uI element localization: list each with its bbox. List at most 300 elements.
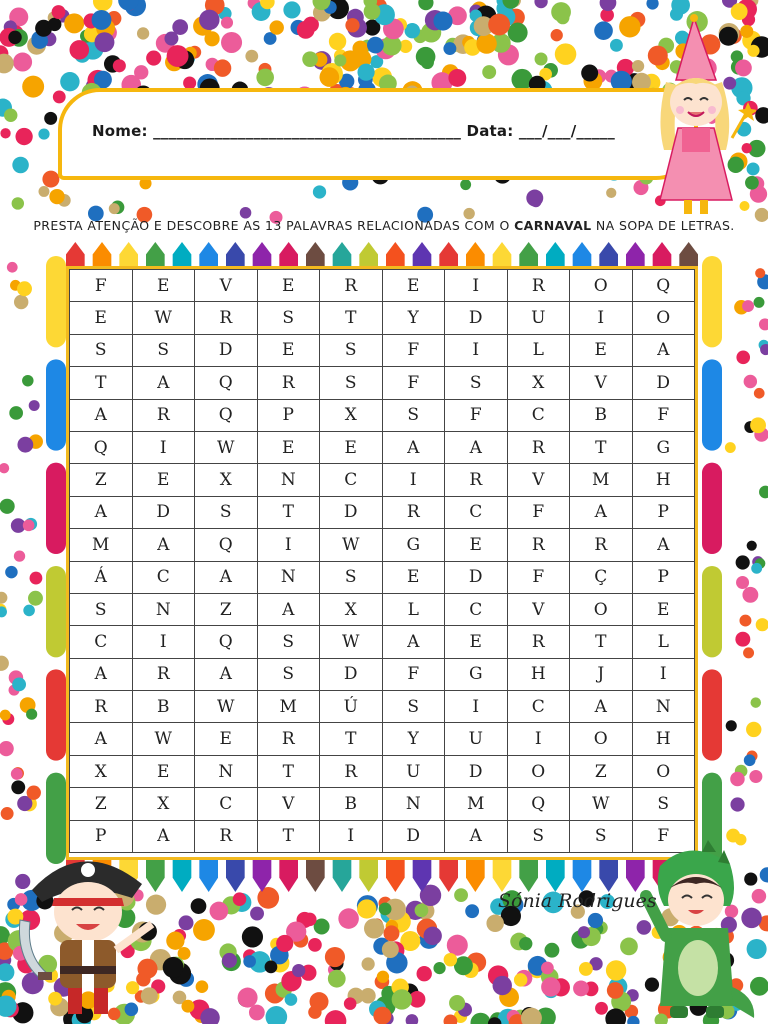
grid-cell[interactable]: R bbox=[195, 820, 258, 852]
grid-cell[interactable]: M bbox=[445, 788, 508, 820]
grid-cell[interactable]: A bbox=[570, 691, 633, 723]
grid-cell[interactable]: A bbox=[132, 367, 195, 399]
grid-cell[interactable]: S bbox=[70, 334, 133, 366]
grid-row bbox=[70, 270, 695, 302]
confetti-dot bbox=[759, 318, 768, 330]
grid-cell[interactable]: D bbox=[195, 334, 258, 366]
grid-cell[interactable]: A bbox=[70, 723, 133, 755]
grid-cell[interactable]: O bbox=[570, 270, 633, 302]
grid-cell[interactable]: Q bbox=[507, 788, 570, 820]
confetti-dot bbox=[256, 69, 274, 87]
grid-cell[interactable]: A bbox=[632, 334, 695, 366]
confetti-dot bbox=[1, 807, 14, 820]
grid-cell[interactable]: O bbox=[507, 755, 570, 787]
grid-cell[interactable]: R bbox=[320, 755, 383, 787]
grid-cell[interactable]: G bbox=[632, 431, 695, 463]
grid-cell[interactable]: A bbox=[570, 496, 633, 528]
grid-cell[interactable]: I bbox=[445, 270, 508, 302]
grid-row bbox=[70, 691, 695, 723]
grid-cell[interactable]: W bbox=[320, 529, 383, 561]
grid-cell[interactable]: A bbox=[132, 529, 195, 561]
grid-cell[interactable]: I bbox=[382, 464, 445, 496]
grid-cell[interactable]: I bbox=[132, 431, 195, 463]
crayon bbox=[386, 858, 405, 892]
grid-cell[interactable]: Z bbox=[570, 755, 633, 787]
grid-cell[interactable]: P bbox=[70, 820, 133, 852]
grid-cell[interactable]: T bbox=[257, 496, 320, 528]
grid-cell[interactable]: M bbox=[257, 691, 320, 723]
grid-cell[interactable]: L bbox=[632, 626, 695, 658]
confetti-dot bbox=[449, 995, 465, 1011]
confetti-dot bbox=[12, 197, 24, 209]
grid-cell[interactable]: O bbox=[632, 302, 695, 334]
grid-cell[interactable]: A bbox=[382, 431, 445, 463]
grid-cell[interactable]: A bbox=[70, 399, 133, 431]
grid-cell[interactable]: O bbox=[570, 723, 633, 755]
header-name-box bbox=[58, 88, 698, 180]
confetti-dot bbox=[166, 932, 184, 950]
princess-illustration bbox=[636, 10, 756, 220]
grid-cell[interactable]: B bbox=[132, 691, 195, 723]
grid-cell[interactable]: D bbox=[632, 367, 695, 399]
confetti-dot bbox=[595, 1002, 608, 1015]
grid-cell[interactable]: E bbox=[257, 270, 320, 302]
grid-cell[interactable]: I bbox=[320, 820, 383, 852]
grid-cell[interactable]: V bbox=[570, 367, 633, 399]
grid-cell[interactable]: S bbox=[570, 820, 633, 852]
grid-cell[interactable]: S bbox=[632, 788, 695, 820]
grid-cell[interactable]: Q bbox=[195, 529, 258, 561]
confetti-dot bbox=[0, 592, 7, 604]
confetti-dot bbox=[735, 632, 750, 647]
grid-cell[interactable]: S bbox=[257, 302, 320, 334]
grid-cell[interactable]: X bbox=[132, 788, 195, 820]
grid-cell[interactable]: S bbox=[257, 626, 320, 658]
grid-cell[interactable]: Q bbox=[195, 626, 258, 658]
confetti-dot bbox=[486, 915, 503, 932]
grid-cell[interactable]: T bbox=[257, 755, 320, 787]
grid-cell[interactable]: N bbox=[195, 755, 258, 787]
grid-cell[interactable]: A bbox=[632, 529, 695, 561]
confetti-dot bbox=[433, 12, 452, 31]
confetti-dot bbox=[5, 566, 17, 578]
confetti-dot bbox=[744, 754, 756, 766]
grid-cell[interactable]: W bbox=[320, 626, 383, 658]
grid-cell[interactable]: T bbox=[570, 431, 633, 463]
instruction-highlight: CARNAVAL bbox=[514, 218, 592, 233]
grid-cell[interactable]: G bbox=[382, 529, 445, 561]
grid-cell[interactable]: A bbox=[445, 820, 508, 852]
crayon bbox=[253, 858, 272, 892]
grid-cell[interactable]: S bbox=[445, 367, 508, 399]
confetti-dot bbox=[754, 297, 765, 308]
grid-cell[interactable]: M bbox=[70, 529, 133, 561]
grid-cell[interactable]: E bbox=[570, 334, 633, 366]
confetti-dot bbox=[13, 52, 32, 71]
confetti-dot bbox=[60, 72, 79, 91]
grid-cell[interactable]: Y bbox=[382, 723, 445, 755]
grid-cell[interactable]: T bbox=[570, 626, 633, 658]
confetti-dot bbox=[30, 572, 43, 585]
grid-cell[interactable]: U bbox=[445, 723, 508, 755]
confetti-dot bbox=[607, 982, 624, 999]
grid-cell[interactable]: R bbox=[507, 270, 570, 302]
confetti-dot bbox=[725, 442, 736, 453]
grid-cell[interactable]: F bbox=[445, 399, 508, 431]
grid-cell[interactable]: R bbox=[507, 431, 570, 463]
grid-cell[interactable]: E bbox=[132, 464, 195, 496]
grid-cell[interactable]: D bbox=[382, 820, 445, 852]
grid-cell[interactable]: O bbox=[570, 593, 633, 625]
grid-cell[interactable]: F bbox=[382, 334, 445, 366]
confetti-dot bbox=[392, 989, 412, 1009]
grid-cell[interactable]: Z bbox=[195, 593, 258, 625]
confetti-dot bbox=[433, 962, 445, 974]
confetti-dot bbox=[23, 605, 35, 617]
grid-cell[interactable]: L bbox=[507, 334, 570, 366]
grid-cell[interactable]: L bbox=[382, 593, 445, 625]
grid-cell[interactable]: I bbox=[132, 626, 195, 658]
confetti-dot bbox=[726, 720, 737, 731]
grid-cell[interactable]: R bbox=[507, 529, 570, 561]
grid-cell[interactable]: F bbox=[382, 658, 445, 690]
grid-row bbox=[70, 431, 695, 463]
grid-cell[interactable]: D bbox=[445, 302, 508, 334]
grid-cell[interactable]: A bbox=[257, 593, 320, 625]
date-label: Data: bbox=[466, 122, 514, 140]
crayon bbox=[493, 858, 512, 892]
confetti-dot bbox=[743, 647, 754, 658]
grid-cell[interactable]: P bbox=[632, 561, 695, 593]
confetti-dot bbox=[423, 927, 441, 945]
grid-cell[interactable]: R bbox=[132, 399, 195, 431]
confetti-dot bbox=[113, 59, 126, 72]
confetti-dot bbox=[109, 203, 120, 214]
confetti-dot bbox=[249, 1005, 265, 1021]
confetti-dot bbox=[541, 962, 554, 975]
confetti-dot bbox=[730, 772, 744, 786]
confetti-dot bbox=[756, 618, 768, 631]
grid-cell[interactable]: F bbox=[507, 496, 570, 528]
grid-cell[interactable]: C bbox=[70, 626, 133, 658]
confetti-dot bbox=[551, 2, 571, 22]
grid-cell[interactable]: E bbox=[632, 593, 695, 625]
confetti-dot bbox=[313, 185, 326, 198]
instruction-after: NA SOPA DE LETRAS. bbox=[591, 218, 735, 233]
grid-row bbox=[70, 788, 695, 820]
confetti-dot bbox=[92, 10, 112, 30]
grid-cell[interactable]: Ç bbox=[570, 561, 633, 593]
grid-cell[interactable]: A bbox=[195, 658, 258, 690]
grid-cell[interactable]: A bbox=[445, 431, 508, 463]
grid-cell[interactable]: P bbox=[257, 399, 320, 431]
confetti-dot bbox=[285, 993, 298, 1006]
grid-cell[interactable]: A bbox=[382, 626, 445, 658]
crayon bbox=[702, 566, 722, 657]
grid-cell[interactable]: N bbox=[132, 593, 195, 625]
confetti-dot bbox=[9, 406, 23, 420]
grid-cell[interactable]: Ú bbox=[320, 691, 383, 723]
grid-cell[interactable]: V bbox=[507, 593, 570, 625]
grid-cell[interactable]: G bbox=[445, 658, 508, 690]
confetti-dot bbox=[465, 904, 479, 918]
name-label: Nome: bbox=[92, 122, 148, 140]
confetti-dot bbox=[70, 40, 90, 60]
grid-cell[interactable]: W bbox=[570, 788, 633, 820]
confetti-dot bbox=[508, 23, 528, 43]
grid-cell[interactable]: W bbox=[195, 431, 258, 463]
grid-cell[interactable]: S bbox=[132, 334, 195, 366]
grid-cell[interactable]: N bbox=[632, 691, 695, 723]
confetti-dot bbox=[7, 262, 18, 273]
grid-cell[interactable]: D bbox=[445, 561, 508, 593]
grid-cell[interactable]: S bbox=[70, 593, 133, 625]
grid-cell[interactable]: X bbox=[320, 399, 383, 431]
confetti-dot bbox=[163, 957, 184, 978]
grid-cell[interactable]: A bbox=[195, 561, 258, 593]
grid-cell[interactable]: D bbox=[445, 755, 508, 787]
crayon bbox=[46, 359, 66, 450]
grid-cell[interactable]: R bbox=[70, 691, 133, 723]
grid-cell[interactable]: U bbox=[382, 755, 445, 787]
grid-cell[interactable]: O bbox=[632, 755, 695, 787]
confetti-dot bbox=[364, 3, 381, 20]
confetti-dot bbox=[415, 903, 429, 917]
grid-cell[interactable]: Z bbox=[70, 788, 133, 820]
crayon bbox=[306, 858, 325, 892]
grid-cell[interactable]: N bbox=[257, 464, 320, 496]
grid-cell[interactable]: T bbox=[320, 302, 383, 334]
confetti-dot bbox=[541, 977, 560, 996]
grid-cell[interactable]: E bbox=[445, 626, 508, 658]
grid-cell[interactable]: T bbox=[320, 723, 383, 755]
grid-cell[interactable]: I bbox=[570, 302, 633, 334]
grid-cell[interactable]: Á bbox=[70, 561, 133, 593]
grid-cell[interactable]: T bbox=[70, 367, 133, 399]
crayon bbox=[173, 858, 192, 892]
crayon-border-right bbox=[700, 250, 724, 870]
confetti-dot bbox=[573, 980, 589, 996]
confetti-dot bbox=[265, 960, 278, 973]
grid-cell[interactable]: R bbox=[570, 529, 633, 561]
grid-cell[interactable]: A bbox=[70, 658, 133, 690]
crayon bbox=[702, 359, 722, 450]
grid-cell[interactable]: P bbox=[632, 496, 695, 528]
grid-cell[interactable]: J bbox=[570, 658, 633, 690]
grid-cell[interactable]: R bbox=[320, 270, 383, 302]
grid-cell[interactable]: I bbox=[507, 723, 570, 755]
confetti-dot bbox=[367, 37, 384, 54]
confetti-dot bbox=[610, 39, 623, 52]
grid-cell[interactable]: R bbox=[132, 658, 195, 690]
confetti-dot bbox=[297, 21, 315, 39]
grid-cell[interactable]: C bbox=[445, 593, 508, 625]
confetti-dot bbox=[38, 128, 49, 139]
grid-cell[interactable]: V bbox=[195, 270, 258, 302]
name-date-line bbox=[92, 122, 615, 140]
grid-cell[interactable]: H bbox=[507, 658, 570, 690]
crayon-border-left bbox=[44, 250, 68, 870]
grid-cell[interactable]: V bbox=[257, 788, 320, 820]
grid-cell[interactable]: S bbox=[257, 658, 320, 690]
confetti-dot bbox=[338, 908, 359, 929]
grid-cell[interactable]: E bbox=[70, 302, 133, 334]
grid-cell[interactable]: I bbox=[445, 691, 508, 723]
confetti-dot bbox=[44, 112, 57, 125]
grid-row bbox=[70, 496, 695, 528]
grid-cell[interactable]: F bbox=[382, 367, 445, 399]
grid-cell[interactable]: S bbox=[382, 399, 445, 431]
grid-cell[interactable]: W bbox=[132, 723, 195, 755]
grid-cell[interactable]: F bbox=[70, 270, 133, 302]
grid-cell[interactable]: X bbox=[507, 367, 570, 399]
confetti-dot bbox=[38, 186, 49, 197]
grid-row bbox=[70, 302, 695, 334]
grid-cell[interactable]: B bbox=[320, 788, 383, 820]
grid-cell[interactable]: V bbox=[507, 464, 570, 496]
confetti-dot bbox=[447, 935, 468, 956]
grid-cell[interactable]: I bbox=[445, 334, 508, 366]
grid-cell[interactable]: Q bbox=[195, 399, 258, 431]
grid-cell[interactable]: F bbox=[507, 561, 570, 593]
grid-row bbox=[70, 561, 695, 593]
grid-cell[interactable]: E bbox=[195, 723, 258, 755]
grid-cell[interactable]: E bbox=[320, 431, 383, 463]
grid-cell[interactable]: E bbox=[445, 529, 508, 561]
confetti-dot bbox=[64, 13, 84, 33]
grid-cell[interactable]: Z bbox=[70, 464, 133, 496]
grid-cell[interactable]: S bbox=[320, 561, 383, 593]
crayon bbox=[413, 858, 432, 892]
confetti-dot bbox=[269, 20, 283, 34]
confetti-dot bbox=[544, 943, 559, 958]
grid-cell[interactable]: C bbox=[320, 464, 383, 496]
grid-cell[interactable]: I bbox=[257, 529, 320, 561]
grid-cell[interactable]: E bbox=[257, 334, 320, 366]
confetti-dot bbox=[11, 780, 25, 794]
grid-cell[interactable]: X bbox=[195, 464, 258, 496]
date-field[interactable]: ___/___/_____ bbox=[518, 122, 615, 140]
confetti-dot bbox=[14, 550, 25, 561]
grid-row bbox=[70, 367, 695, 399]
grid-cell[interactable]: R bbox=[257, 723, 320, 755]
grid-cell[interactable]: A bbox=[132, 820, 195, 852]
confetti-dot bbox=[12, 677, 26, 691]
confetti-dot bbox=[0, 710, 11, 721]
confetti-dot bbox=[191, 898, 207, 914]
grid-cell[interactable]: Q bbox=[70, 431, 133, 463]
grid-cell[interactable]: E bbox=[132, 270, 195, 302]
grid-cell[interactable]: R bbox=[195, 302, 258, 334]
grid-cell[interactable]: C bbox=[507, 691, 570, 723]
grid-cell[interactable]: W bbox=[132, 302, 195, 334]
grid-row bbox=[70, 820, 695, 852]
grid-row bbox=[70, 334, 695, 366]
grid-cell[interactable]: S bbox=[320, 334, 383, 366]
grid-row bbox=[70, 464, 695, 496]
grid-cell[interactable]: H bbox=[632, 464, 695, 496]
grid-cell[interactable]: C bbox=[195, 788, 258, 820]
confetti-dot bbox=[514, 973, 527, 986]
grid-cell[interactable]: E bbox=[382, 561, 445, 593]
grid-cell[interactable]: S bbox=[320, 367, 383, 399]
confetti-dot bbox=[382, 941, 399, 958]
grid-cell[interactable]: Q bbox=[632, 270, 695, 302]
grid-cell[interactable]: C bbox=[445, 496, 508, 528]
confetti-dot bbox=[243, 955, 256, 968]
grid-cell[interactable]: B bbox=[570, 399, 633, 431]
confetti-dot bbox=[23, 520, 35, 532]
grid-row bbox=[70, 529, 695, 561]
grid-cell[interactable]: U bbox=[507, 302, 570, 334]
confetti-dot bbox=[325, 947, 345, 967]
grid-cell[interactable]: Y bbox=[382, 302, 445, 334]
confetti-dot bbox=[308, 1005, 321, 1018]
grid-cell[interactable]: R bbox=[257, 367, 320, 399]
crayon bbox=[702, 463, 722, 554]
crayon bbox=[466, 858, 485, 892]
confetti-dot bbox=[210, 902, 229, 921]
confetti-dot bbox=[357, 64, 374, 81]
grid-cell[interactable]: E bbox=[132, 755, 195, 787]
confetti-dot bbox=[328, 970, 346, 988]
grid-cell[interactable]: R bbox=[382, 496, 445, 528]
confetti-dot bbox=[164, 32, 178, 46]
grid-cell[interactable]: E bbox=[382, 270, 445, 302]
grid-cell[interactable]: F bbox=[632, 820, 695, 852]
grid-cell[interactable]: S bbox=[382, 691, 445, 723]
crayon bbox=[199, 858, 218, 892]
confetti-dot bbox=[344, 997, 357, 1010]
grid-cell[interactable]: I bbox=[632, 658, 695, 690]
confetti-dot bbox=[8, 31, 21, 44]
crayon bbox=[546, 858, 565, 892]
confetti-dot bbox=[759, 486, 768, 499]
grid-cell[interactable]: R bbox=[507, 626, 570, 658]
confetti-dot bbox=[749, 770, 762, 783]
confetti-dot bbox=[739, 615, 751, 627]
grid-cell[interactable]: N bbox=[382, 788, 445, 820]
crayon bbox=[519, 858, 538, 892]
name-field[interactable]: ________________________________________ bbox=[153, 122, 462, 140]
grid-cell[interactable]: H bbox=[632, 723, 695, 755]
grid-cell[interactable]: D bbox=[320, 496, 383, 528]
grid-cell[interactable]: A bbox=[70, 496, 133, 528]
grid-cell[interactable]: N bbox=[257, 561, 320, 593]
grid-cell[interactable]: C bbox=[507, 399, 570, 431]
grid-cell[interactable]: W bbox=[195, 691, 258, 723]
grid-cell[interactable]: T bbox=[257, 820, 320, 852]
grid-cell[interactable]: X bbox=[70, 755, 133, 787]
grid-cell[interactable]: S bbox=[195, 496, 258, 528]
grid-cell[interactable]: F bbox=[632, 399, 695, 431]
grid-cell[interactable]: S bbox=[507, 820, 570, 852]
grid-cell[interactable]: E bbox=[257, 431, 320, 463]
crayon bbox=[702, 256, 722, 347]
grid-cell[interactable]: R bbox=[445, 464, 508, 496]
grid-cell[interactable]: C bbox=[132, 561, 195, 593]
confetti-dot bbox=[17, 437, 33, 453]
confetti-dot bbox=[302, 51, 318, 67]
grid-cell[interactable]: Q bbox=[195, 367, 258, 399]
grid-cell[interactable]: M bbox=[570, 464, 633, 496]
confetti-dot bbox=[470, 1013, 490, 1024]
grid-cell[interactable]: D bbox=[132, 496, 195, 528]
confetti-dot bbox=[204, 31, 219, 46]
crayon bbox=[279, 858, 298, 892]
grid-cell[interactable]: D bbox=[320, 658, 383, 690]
grid-cell[interactable]: X bbox=[320, 593, 383, 625]
